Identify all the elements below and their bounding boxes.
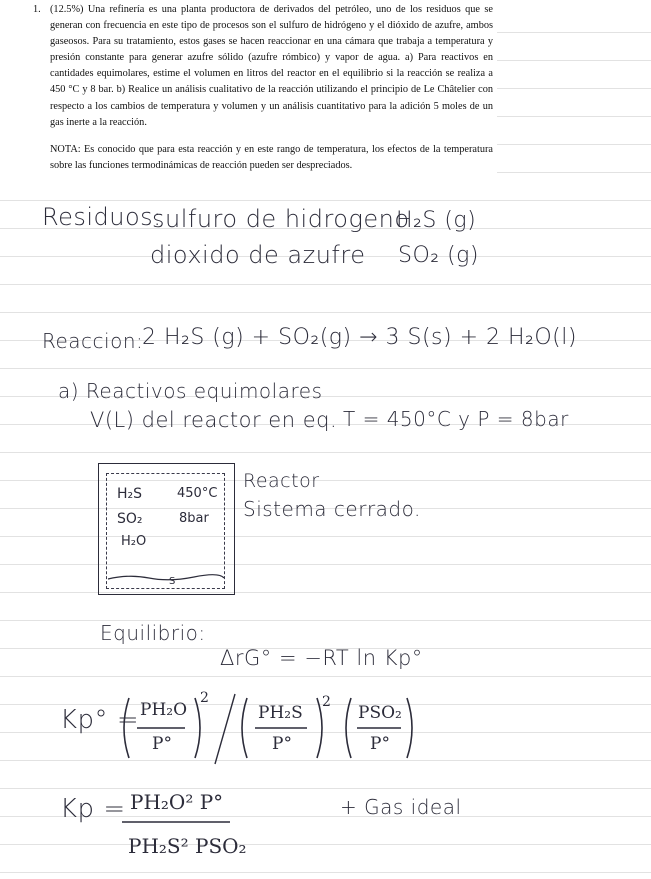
solid-sulfur-layer <box>99 464 234 594</box>
kp2-denominator: PH₂S² PSO₂ <box>128 834 247 858</box>
kp-exponent-b: 2 <box>322 694 331 710</box>
gas-ideal-note: + Gas ideal <box>340 795 462 819</box>
kp-den-p0-c: P° <box>370 734 390 754</box>
kp2-fraction-bar <box>122 818 242 828</box>
kp-num-so2: PSO₂ <box>358 703 402 723</box>
part-a-line2: V(L) del reactor en eq. <box>90 408 338 432</box>
kp-den-p0-a: P° <box>152 734 172 754</box>
residuo-1-formula: H₂S (g) <box>396 208 477 233</box>
reactor-label: Reactor <box>243 470 320 492</box>
reaccion-label: Reaccion: <box>42 329 144 353</box>
problem-text: (12.5%) Una refinería es una planta productora de derivados del petróleo, uno de los residuos que se generan con frecuencia en este tipo de procesos son el sulfuro de hidrógeno y el dióxido de azufre, ambos gaseosos. Para su tratamiento, estos gases se hacen reaccionar en una cámara que trabaja a temperatura y presión constante para generar azufre sólido (azufre rómbico) y vapor de agua. a) Para reactivos en cantidades equimolares, estime el volumen en litros del reactor en el equilibrio si la reacción se realiza a 450 °C y 8 bar. b) Realice un análisis cualitativo de la reacción utilizando el principio de Le Châtelier con respecto a los cambios de temperatura y volumen y un análisis cuantitativo para la adición 5 moles de un gas inerte a la reacción. <box>50 4 493 128</box>
kp-num-h2o: PH₂O <box>140 700 188 720</box>
kp-num-h2s: PH₂S <box>258 703 303 723</box>
box-solid-sulfur: S <box>169 576 176 587</box>
residuo-2: dioxido de azufre <box>150 241 366 269</box>
kp-label: Kp° = <box>60 705 140 735</box>
residuos-label: Residuos: <box>42 203 162 231</box>
residuo-2-formula: SO₂ (g) <box>398 243 479 268</box>
reactor-description: Sistema cerrado. <box>243 497 421 521</box>
box-pressure: 8bar <box>179 511 209 526</box>
kp-exponent-a: 2 <box>200 690 209 706</box>
kp-label-2: Kp = <box>60 794 126 824</box>
conditions: T = 450°C y P = 8bar <box>343 407 569 431</box>
reactor-diagram <box>98 463 235 595</box>
box-species-so2: SO₂ <box>117 511 143 527</box>
equilibrio-label: Equilibrio: <box>100 621 206 645</box>
problem-statement-block <box>0 0 497 177</box>
reaccion-equation: 2 H₂S (g) + SO₂(g) → 3 S(s) + 2 H₂O(l) <box>142 325 577 350</box>
part-a-line1: a) Reactivos equimolares <box>58 379 323 403</box>
box-species-h2o: H₂O <box>121 534 147 549</box>
problem-note: NOTA: Es conocido que para esta reacción y en este rango de temperatura, los efectos de la temperatura sobre las funciones termodinámicas de reacción pueden ser despreciados. <box>50 144 493 172</box>
kp-den-p0-b: P° <box>272 734 292 754</box>
problem-number: 1. <box>33 4 41 15</box>
residuo-1: sulfuro de hidrogeno <box>152 205 410 233</box>
kp2-numerator: PH₂O² P° <box>130 790 224 814</box>
gibbs-equation: ΔrG° = −RT ln Kp° <box>220 646 423 670</box>
box-species-h2s: H₂S <box>117 486 143 502</box>
box-temperature: 450°C <box>177 486 218 501</box>
